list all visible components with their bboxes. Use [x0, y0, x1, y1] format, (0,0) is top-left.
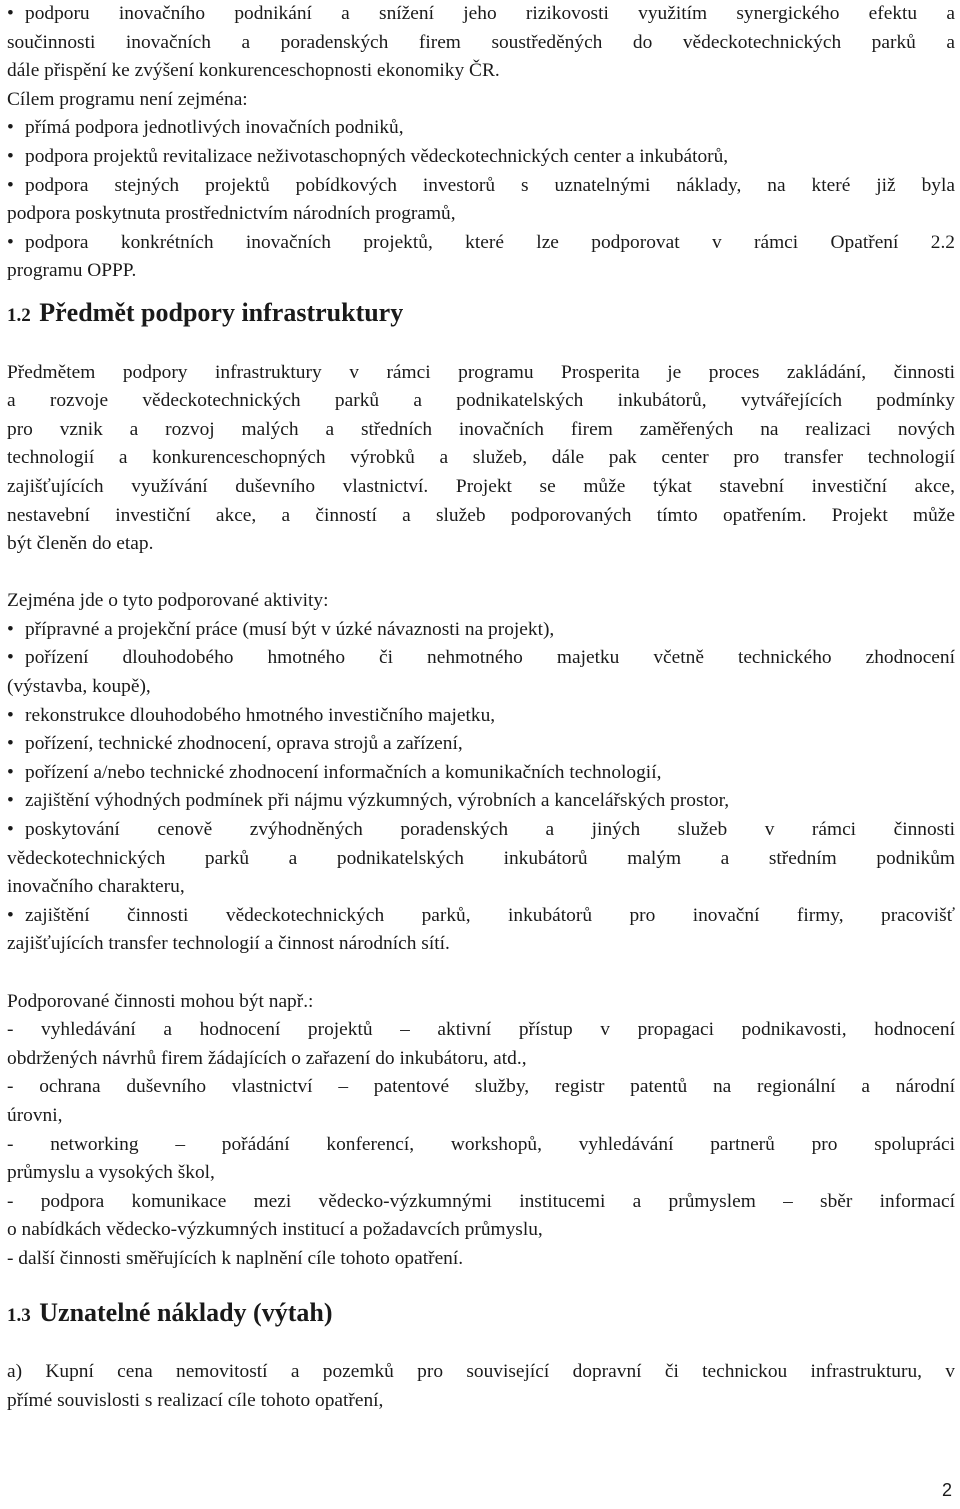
text-line: - podpora komunikace mezi vědecko-výzkumnými institucemi a průmyslem – sběr informací — [7, 1190, 955, 1212]
text-line: - ochrana duševního vlastnictví – patentové služby, registr patentů na regionální a národní — [7, 1076, 955, 1098]
bullet: • — [7, 819, 14, 841]
bullet: • — [7, 647, 14, 669]
text-line: technologií a konkurenceschopných výrobků a služeb, dále pak center pro transfer technologií — [7, 447, 955, 469]
bullet: • — [7, 904, 14, 926]
text-line: přímé souvislosti s realizací cíle tohoto opatření, — [7, 1389, 384, 1411]
list-item: • zajištění výhodných podmínek při nájmu výzkumných, výrobních a kancelářských prostor, — [7, 787, 955, 816]
section-heading-1-2: 1.2 Předmět podpory infrastruktury — [7, 297, 404, 327]
text-line: nestavební investiční akce, a činností a služeb podporovaných tímto opatřením. Projekt může — [7, 504, 955, 526]
list-item: • rekonstrukce dlouhodobého hmotného investičního majetku, — [7, 702, 955, 731]
list-item: • podpora stejných projektů pobídkových investorů s uznatelnými náklady, na které již byla — [7, 172, 955, 201]
text-line: zajišťujících využívání duševního vlastnictví. Projekt se může týkat stavební investiční akce, — [7, 475, 955, 497]
bullet: • — [7, 117, 14, 139]
list-item: • pořízení, technické zhodnocení, oprava strojů a zařízení, — [7, 730, 955, 759]
bullet: • — [7, 174, 14, 196]
bullet: • — [7, 145, 14, 167]
text-line: o nabídkách vědecko-výzkumných institucí a požadavcích průmyslu, — [7, 1219, 543, 1241]
section-heading-1-3: 1.3 Uznatelné náklady (výtah) — [7, 1297, 333, 1327]
text-line: zajišťujících transfer technologií a činnost národních sítí. — [7, 933, 450, 955]
text-line: Předmětem podpory infrastruktury v rámci programu Prosperita je proces zakládání, činnosti — [7, 361, 955, 383]
text-line: (výstavba, koupě), — [7, 676, 151, 698]
text-line: podpora poskytnuta prostřednictvím národních programů, — [7, 203, 456, 225]
bullet: • — [7, 704, 14, 726]
text-line: programu OPPP. — [7, 260, 137, 282]
text-line: dále přispění ke zvýšení konkurenceschopnosti ekonomiky ČR. — [7, 60, 500, 82]
text-line: součinnosti inovačních a poradenských firem soustředěných do vědeckotechnických parků a — [7, 31, 955, 53]
text-line: • podporu inovačního podnikání a snížení jeho rizikovosti využitím synergického efektu a — [7, 0, 955, 29]
list-item: • pořízení dlouhodobého hmotného či nehmotného majetku včetně technického zhodnocení — [7, 644, 955, 673]
list-item: • přímá podpora jednotlivých inovačních podniků, — [7, 114, 955, 143]
text-line: pro vznik a rozvoj malých a středních inovačních firem zaměřených na realizaci nových — [7, 418, 955, 440]
text-line: vědeckotechnických parků a podnikatelských inkubátorů malým a středním podnikům — [7, 847, 955, 869]
document-page — [7, 0, 955, 1415]
list-item: • zajištění činnosti vědeckotechnických parků, inkubátorů pro inovační firmy, pracovišť — [7, 902, 955, 931]
supported-title: Podporované činnosti mohou být např.: — [7, 990, 314, 1012]
text-line: obdržených návrhů firem žádajících o zařazení do inkubátoru, atd., — [7, 1047, 527, 1069]
text-line: - vyhledávání a hodnocení projektů – aktivní přístup v propagaci podnikavosti, hodnocení — [7, 1019, 955, 1041]
text-line: průmyslu a vysokých škol, — [7, 1162, 215, 1184]
list-item: • podpora projektů revitalizace neživotaschopných vědeckotechnických center a inkubátorů, — [7, 143, 955, 172]
bullet: • — [7, 231, 14, 253]
page-number: 2 — [941, 1480, 952, 1500]
list-item: • pořízení a/nebo technické zhodnocení informačních a komunikačních technologií, — [7, 759, 955, 788]
bullet: • — [7, 618, 14, 640]
bullet: • — [7, 790, 14, 812]
list-item: • poskytování cenově zvýhodněných poradenských a jiných služeb v rámci činnosti — [7, 816, 955, 845]
list-item: • přípravné a projekční práce (musí být v úzké návaznosti na projekt), — [7, 616, 955, 645]
aims-title: Cílem programu není zejména: — [7, 88, 248, 110]
text-line: inovačního charakteru, — [7, 876, 185, 898]
text-line: a rozvoje vědeckotechnických parků a podnikatelských inkubátorů, vytvářejících podmínky — [7, 390, 955, 412]
list-item: • podpora konkrétních inovačních projektů, které lze podporovat v rámci Opatření 2.2 — [7, 229, 955, 258]
bullet: • — [7, 761, 14, 783]
text-line: - networking – pořádání konferencí, workshopů, vyhledávání partnerů pro spolupráci — [7, 1133, 955, 1155]
text-line: úrovni, — [7, 1104, 63, 1126]
bullet: • — [7, 3, 14, 24]
activities-title: Zejména jde o tyto podporované aktivity: — [7, 590, 329, 612]
text-line: a) Kupní cena nemovitostí a pozemků pro související dopravní či technickou infrastrukturu, v — [7, 1361, 955, 1383]
bullet: • — [7, 733, 14, 755]
text-line: - další činnosti směřujících k naplnění cíle tohoto opatření. — [7, 1247, 464, 1269]
text-line: být členěn do etap. — [7, 533, 154, 555]
